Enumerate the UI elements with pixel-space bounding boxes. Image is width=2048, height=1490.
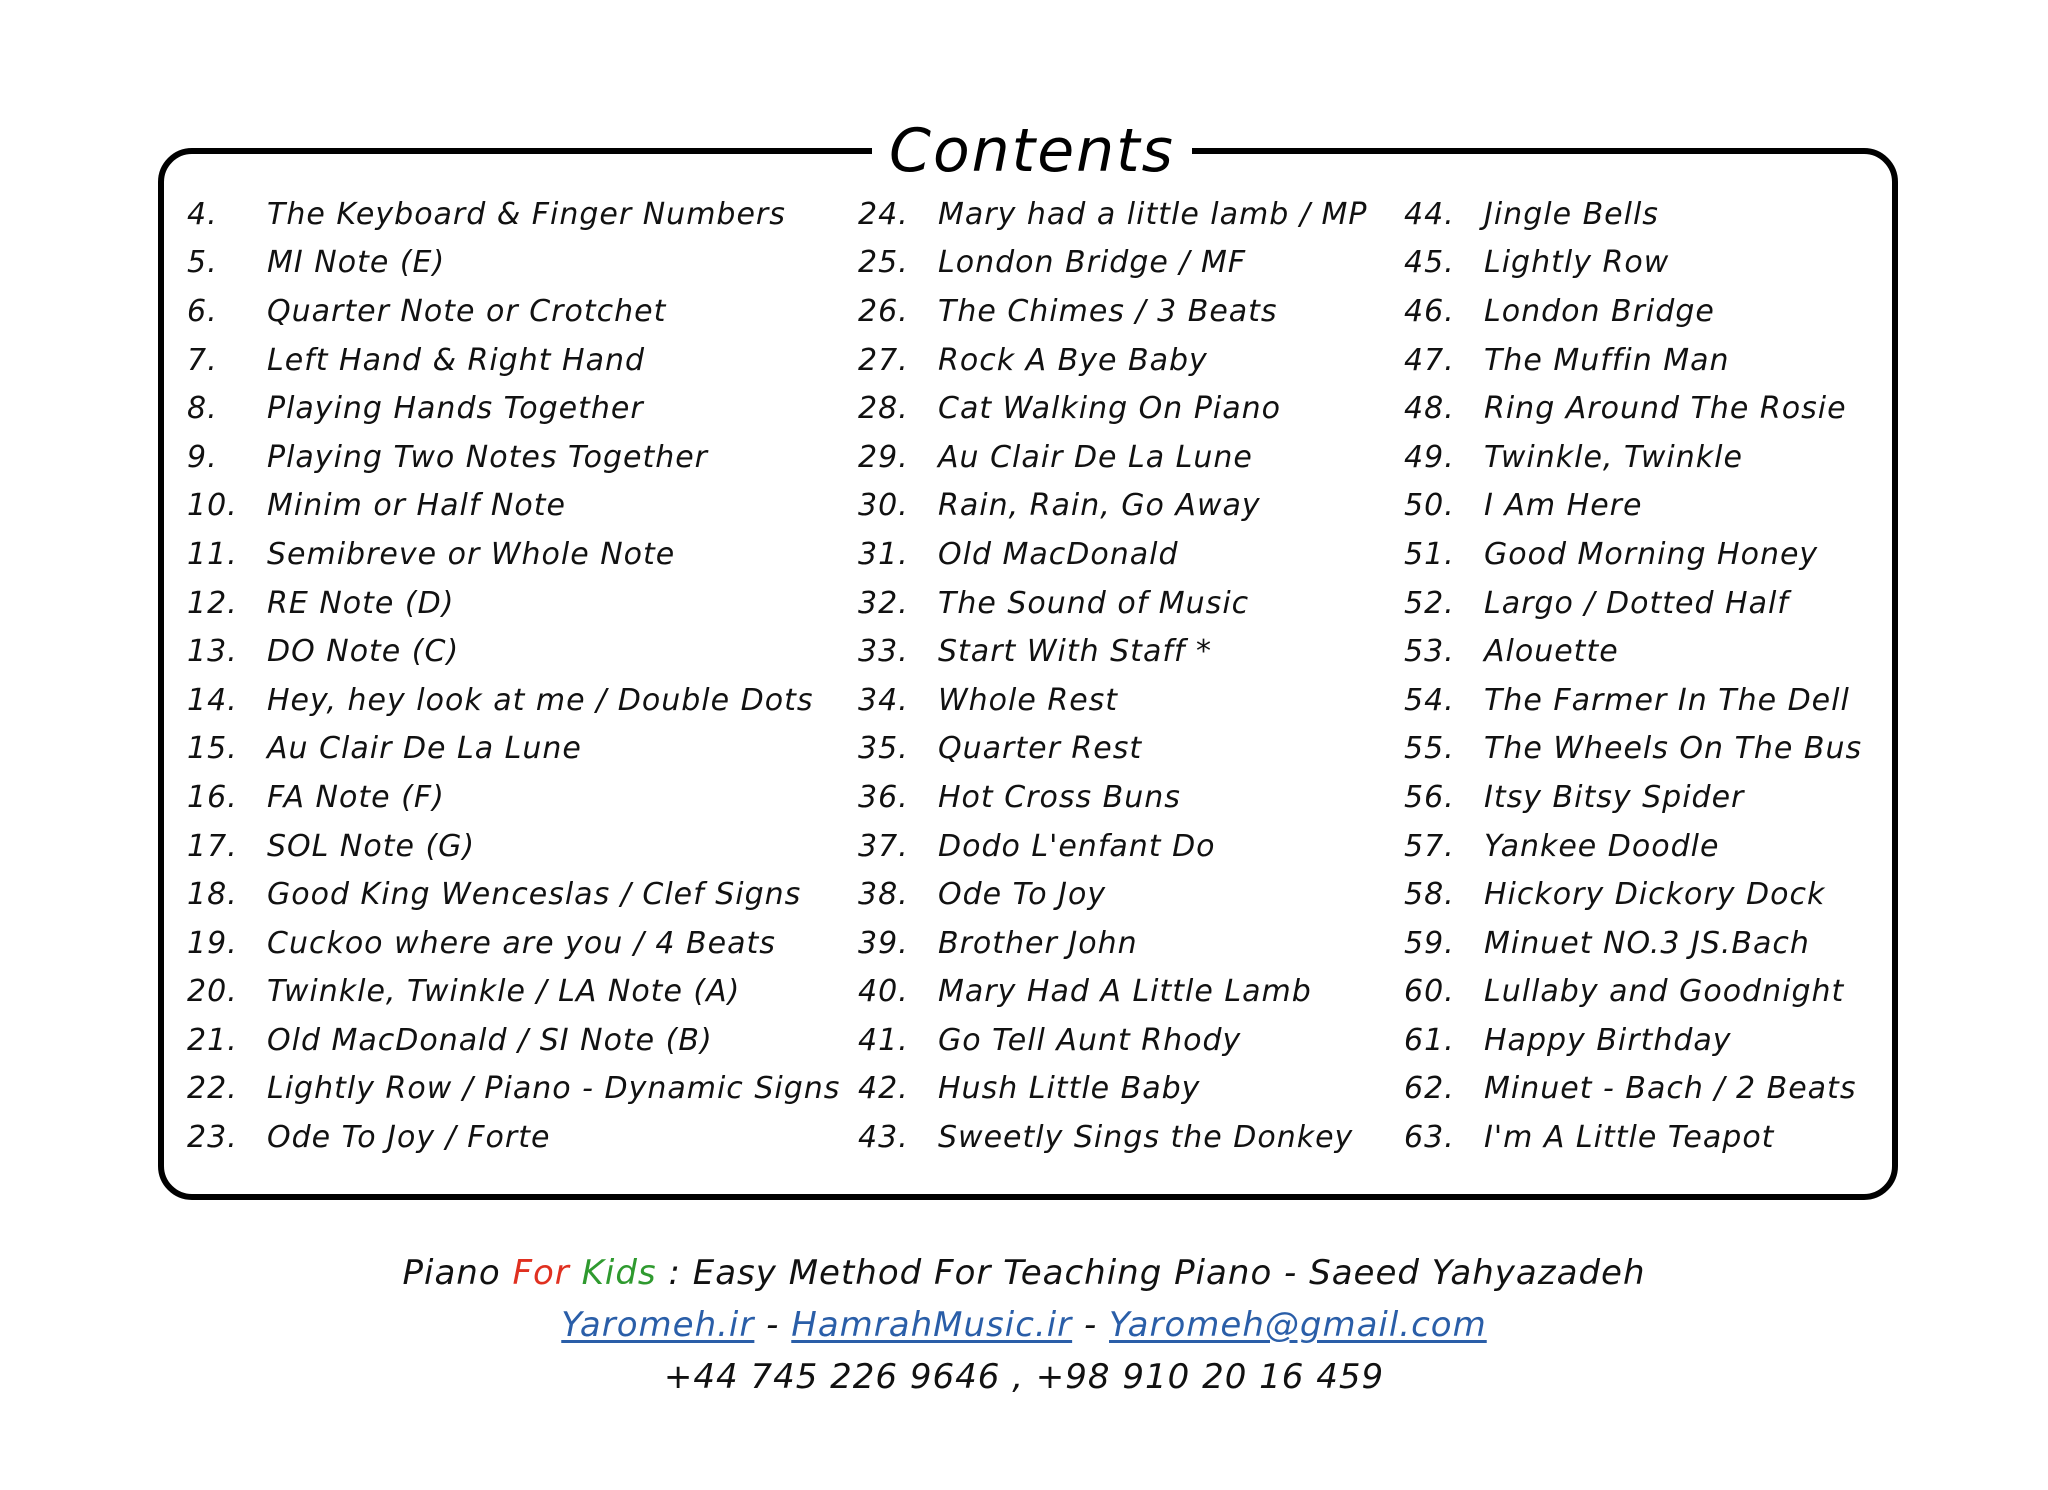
link-separator: - [1083, 1305, 1098, 1345]
toc-entry [1404, 482, 1862, 531]
toc-entry-title: Rock A Bye Baby [938, 342, 1208, 378]
toc-entry-title: Start With Staff * [938, 634, 1212, 670]
toc-entry-title: Ring Around The Rosie [1484, 391, 1847, 427]
toc-entry [858, 725, 1367, 774]
toc-entry-title: Mary had a little lamb / MP [938, 196, 1368, 232]
toc-entry [187, 482, 840, 531]
toc-entry [858, 968, 1367, 1017]
toc-page-number: 57. [1404, 828, 1455, 864]
toc-entry [858, 190, 1367, 239]
toc-entry-title: Go Tell Aunt Rhody [938, 1022, 1242, 1058]
toc-page-number: 49. [1404, 439, 1455, 475]
toc-entry [858, 287, 1367, 336]
toc-page-number: 5. [187, 245, 218, 281]
toc-entry [1404, 676, 1862, 725]
toc-entry-title: London Bridge [1484, 293, 1715, 329]
toc-entry [858, 773, 1367, 822]
toc-entry-title: London Bridge / MF [938, 245, 1247, 281]
toc-entry [858, 530, 1367, 579]
toc-entry-title: Hey, hey look at me / Double Dots [267, 682, 814, 718]
toc-entry-title: Lullaby and Goodnight [1484, 974, 1845, 1010]
toc-entry [858, 676, 1367, 725]
toc-entry [858, 919, 1367, 968]
book-title-piano: Piano [402, 1253, 501, 1293]
toc-entry [187, 822, 840, 871]
toc-entry [187, 433, 840, 482]
email-link[interactable]: Yaromeh@gmail.com [1109, 1305, 1487, 1345]
toc-entry [187, 676, 840, 725]
toc-entry [858, 1113, 1367, 1162]
toc-page-number: 48. [1404, 391, 1455, 427]
toc-entry [187, 1065, 840, 1114]
toc-entry [187, 530, 840, 579]
toc-entry-title: Ode To Joy / Forte [267, 1120, 551, 1156]
toc-entry-title: The Keyboard & Finger Numbers [267, 196, 786, 232]
toc-entry-title: Brother John [938, 925, 1138, 961]
toc-entry-title: Playing Hands Together [267, 391, 644, 427]
toc-entry [1404, 822, 1862, 871]
toc-page-number: 35. [858, 731, 909, 767]
toc-entry [1404, 287, 1862, 336]
toc-entry [187, 725, 840, 774]
toc-entry [858, 1016, 1367, 1065]
toc-page-number: 32. [858, 585, 909, 621]
toc-page-number: 27. [858, 342, 909, 378]
toc-page-number: 43. [858, 1120, 909, 1156]
toc-page-number: 34. [858, 682, 909, 718]
toc-entry [1404, 239, 1862, 288]
toc-entry [187, 919, 840, 968]
toc-page-number: 31. [858, 536, 909, 572]
toc-entry-title: Rain, Rain, Go Away [938, 488, 1261, 524]
toc-page-number: 15. [187, 731, 238, 767]
toc-entry-title: Itsy Bitsy Spider [1484, 779, 1745, 815]
toc-entry-title: Lightly Row / Piano - Dynamic Signs [267, 1071, 841, 1107]
toc-page-number: 21. [187, 1022, 238, 1058]
toc-page-number: 13. [187, 634, 238, 670]
toc-entry [187, 773, 840, 822]
toc-page-number: 30. [858, 488, 909, 524]
toc-column-1 [187, 190, 840, 1162]
toc-entry [858, 1065, 1367, 1114]
toc-entry-title: Hickory Dickory Dock [1484, 877, 1826, 913]
toc-entry-title: The Muffin Man [1484, 342, 1730, 378]
toc-entry [1404, 773, 1862, 822]
toc-page-number: 25. [858, 245, 909, 281]
toc-entry-title: The Chimes / 3 Beats [938, 293, 1278, 329]
toc-entry [858, 482, 1367, 531]
toc-page-number: 42. [858, 1071, 909, 1107]
toc-entry-title: Dodo L'enfant Do [938, 828, 1216, 864]
toc-page-number: 58. [1404, 877, 1455, 913]
toc-page-number: 53. [1404, 634, 1455, 670]
toc-page-number: 8. [187, 391, 218, 427]
toc-page-number: 11. [187, 536, 238, 572]
toc-entry-title: Jingle Bells [1484, 196, 1659, 232]
toc-entry-title: Alouette [1484, 634, 1619, 670]
toc-entry-title: MI Note (E) [267, 245, 446, 281]
toc-page-number: 29. [858, 439, 909, 475]
toc-page-number: 14. [187, 682, 238, 718]
toc-entry-title: Good King Wenceslas / Clef Signs [267, 877, 802, 913]
book-credit-line [0, 1253, 2048, 1293]
link-separator: - [766, 1305, 780, 1345]
toc-page-number: 7. [187, 342, 218, 378]
toc-entry-title: Au Clair De La Lune [938, 439, 1253, 475]
toc-page-number: 22. [187, 1071, 238, 1107]
toc-entry-title: Hush Little Baby [938, 1071, 1201, 1107]
toc-entry-title: I'm A Little Teapot [1484, 1120, 1775, 1156]
toc-page-number: 9. [187, 439, 218, 475]
toc-page-number: 51. [1404, 536, 1455, 572]
toc-entry-title: The Sound of Music [938, 585, 1250, 621]
toc-entry-title: Minim or Half Note [267, 488, 566, 524]
toc-entry [858, 384, 1367, 433]
toc-page-number: 37. [858, 828, 909, 864]
toc-page-number: 46. [1404, 293, 1455, 329]
toc-entry-title: SOL Note (G) [267, 828, 476, 864]
toc-entry-title: FA Note (F) [267, 779, 445, 815]
toc-entry [858, 336, 1367, 385]
toc-page-number: 19. [187, 925, 238, 961]
toc-entry-title: The Wheels On The Bus [1484, 731, 1863, 767]
toc-page-number: 4. [187, 196, 218, 232]
toc-entry [187, 579, 840, 628]
toc-page-number: 17. [187, 828, 238, 864]
toc-entry [858, 239, 1367, 288]
toc-entry-title: Cat Walking On Piano [938, 391, 1282, 427]
toc-page-number: 50. [1404, 488, 1455, 524]
toc-page-number: 60. [1404, 974, 1455, 1010]
toc-page-number: 41. [858, 1022, 909, 1058]
toc-entry-title: Quarter Note or Crotchet [267, 293, 667, 329]
toc-entry [1404, 530, 1862, 579]
toc-entry-title: RE Note (D) [267, 585, 455, 621]
toc-entry [858, 822, 1367, 871]
toc-entry [187, 384, 840, 433]
toc-column-2 [858, 190, 1367, 1162]
toc-page-number: 63. [1404, 1120, 1455, 1156]
website-link-hamrahmusic[interactable]: HamrahMusic.ir [791, 1305, 1073, 1345]
toc-entry-title: Minuet NO.3 JS.Bach [1484, 925, 1810, 961]
toc-entry-title: Happy Birthday [1484, 1022, 1732, 1058]
toc-entry-title: Mary Had A Little Lamb [938, 974, 1312, 1010]
toc-entry-title: DO Note (C) [267, 634, 460, 670]
toc-entry-title: The Farmer In The Dell [1484, 682, 1850, 718]
toc-entry-title: Sweetly Sings the Donkey [938, 1120, 1354, 1156]
toc-entry [187, 968, 840, 1017]
toc-page-number: 24. [858, 196, 909, 232]
toc-entry-title: Yankee Doodle [1484, 828, 1720, 864]
toc-entry [1404, 433, 1862, 482]
toc-entry-title: I Am Here [1484, 488, 1643, 524]
toc-entry [1404, 336, 1862, 385]
toc-page-number: 55. [1404, 731, 1455, 767]
book-title-for: For [512, 1253, 570, 1293]
toc-entry [1404, 190, 1862, 239]
toc-entry [858, 433, 1367, 482]
toc-page-number: 39. [858, 925, 909, 961]
book-subtitle: : Easy Method For Teaching Piano - Saeed Yahyazadeh [668, 1253, 1646, 1293]
toc-entry-title: Cuckoo where are you / 4 Beats [267, 925, 776, 961]
toc-page-number: 61. [1404, 1022, 1455, 1058]
toc-page-number: 33. [858, 634, 909, 670]
toc-entry [1404, 1065, 1862, 1114]
toc-entry [187, 1113, 840, 1162]
toc-page-number: 16. [187, 779, 238, 815]
toc-entry-title: Ode To Joy [938, 877, 1107, 913]
toc-page-number: 28. [858, 391, 909, 427]
toc-entry [1404, 725, 1862, 774]
toc-entry-title: Au Clair De La Lune [267, 731, 582, 767]
toc-page-number: 23. [187, 1120, 238, 1156]
page-title: Contents [872, 108, 1192, 194]
toc-entry [1404, 870, 1862, 919]
toc-page-number: 18. [187, 877, 238, 913]
toc-page-number: 26. [858, 293, 909, 329]
toc-entry [187, 336, 840, 385]
toc-entry-title: Old MacDonald / SI Note (B) [267, 1022, 713, 1058]
toc-entry-title: Good Morning Honey [1484, 536, 1819, 572]
toc-page-number: 36. [858, 779, 909, 815]
toc-page-number: 54. [1404, 682, 1455, 718]
toc-entry [858, 870, 1367, 919]
toc-entry [858, 579, 1367, 628]
toc-entry [1404, 968, 1862, 1017]
toc-page-number: 6. [187, 293, 218, 329]
toc-entry-title: Whole Rest [938, 682, 1119, 718]
toc-page-number: 38. [858, 877, 909, 913]
toc-entry [1404, 627, 1862, 676]
toc-entry [1404, 919, 1862, 968]
toc-entry [858, 627, 1367, 676]
toc-entry-title: Largo / Dotted Half [1484, 585, 1789, 621]
toc-page-number: 59. [1404, 925, 1455, 961]
toc-page-number: 56. [1404, 779, 1455, 815]
toc-entry [187, 1016, 840, 1065]
toc-entry [187, 287, 840, 336]
toc-entry-title: Left Hand & Right Hand [267, 342, 646, 378]
toc-entry-title: Quarter Rest [938, 731, 1143, 767]
website-link-yaromeh[interactable]: Yaromeh.ir [561, 1305, 755, 1345]
toc-entry-title: Hot Cross Buns [938, 779, 1181, 815]
contact-links-line [0, 1305, 2048, 1345]
toc-entry [1404, 1113, 1862, 1162]
toc-column-3 [1404, 190, 1862, 1162]
toc-page-number: 44. [1404, 196, 1455, 232]
toc-entry [187, 190, 840, 239]
toc-entry-title: Twinkle, Twinkle [1484, 439, 1743, 475]
toc-page-number: 10. [187, 488, 238, 524]
toc-entry-title: Playing Two Notes Together [267, 439, 709, 475]
toc-page-number: 62. [1404, 1071, 1455, 1107]
toc-entry-title: Old MacDonald [938, 536, 1179, 572]
toc-page-number: 45. [1404, 245, 1455, 281]
toc-page-number: 12. [187, 585, 238, 621]
toc-page-number: 20. [187, 974, 238, 1010]
toc-entry-title: Lightly Row [1484, 245, 1670, 281]
toc-entry-title: Semibreve or Whole Note [267, 536, 676, 572]
toc-entry-title: Minuet - Bach / 2 Beats [1484, 1071, 1857, 1107]
toc-entry [187, 627, 840, 676]
toc-page-number: 52. [1404, 585, 1455, 621]
toc-entry [187, 239, 840, 288]
book-title-kids: Kids [581, 1253, 657, 1293]
toc-entry [1404, 579, 1862, 628]
toc-page-number: 47. [1404, 342, 1455, 378]
toc-page-number: 40. [858, 974, 909, 1010]
phone-numbers: +44 745 226 9646 , +98 910 20 16 459 [663, 1357, 1385, 1397]
toc-entry [1404, 1016, 1862, 1065]
toc-entry [187, 870, 840, 919]
toc-entry [1404, 384, 1862, 433]
toc-entry-title: Twinkle, Twinkle / LA Note (A) [267, 974, 741, 1010]
